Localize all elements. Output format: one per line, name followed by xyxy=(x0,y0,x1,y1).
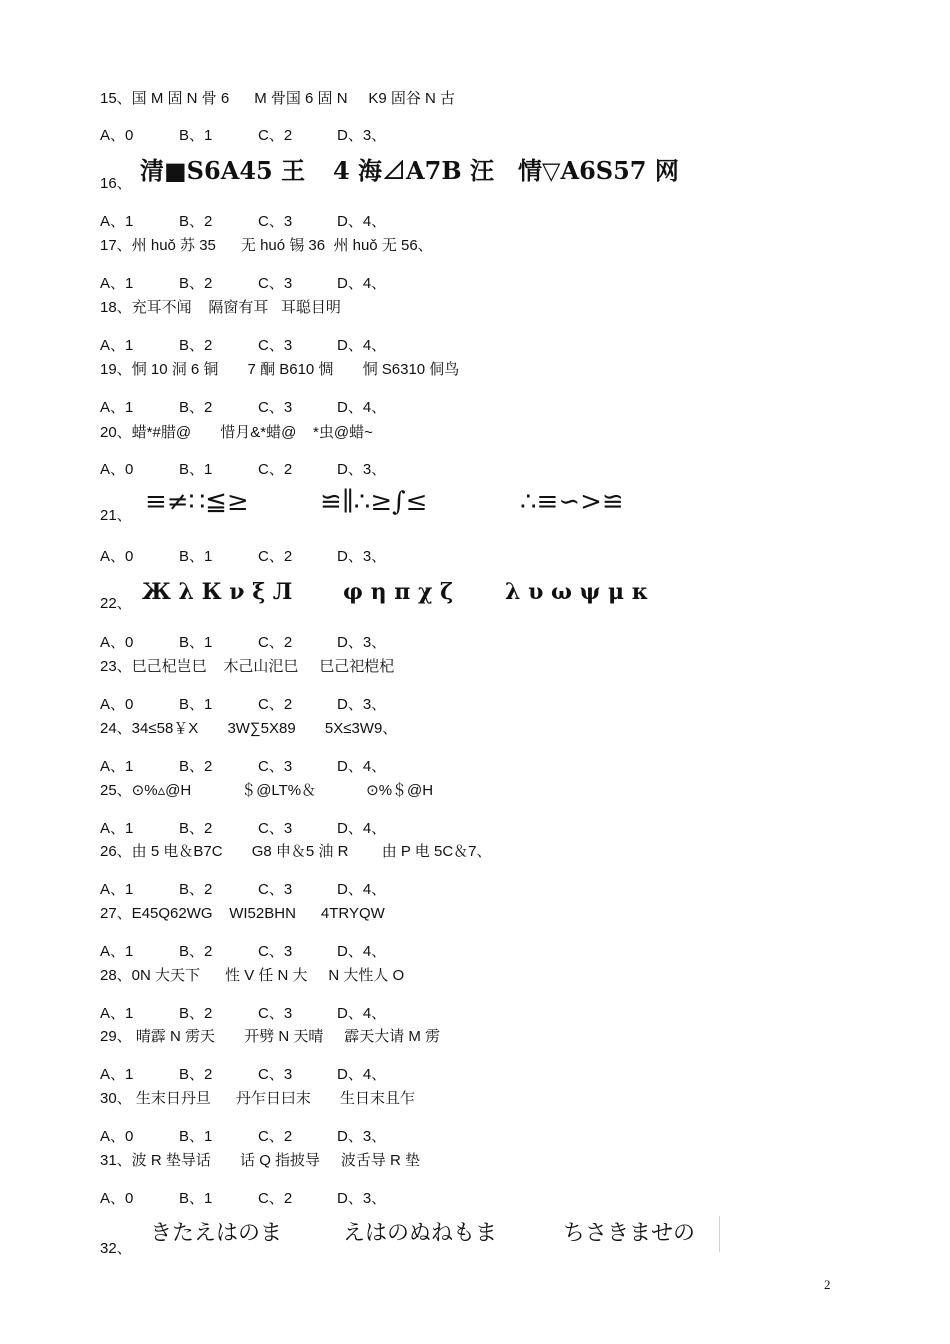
option-d: D、3、 xyxy=(337,1190,387,1207)
option-b: B、2 xyxy=(179,399,213,416)
option-a: A、1 xyxy=(100,399,134,416)
option-c: C、3 xyxy=(258,820,293,837)
option-b: B、2 xyxy=(179,943,213,960)
question-22-group-2: φ η π χ ζ xyxy=(343,579,454,605)
option-b: B、1 xyxy=(179,634,213,651)
page-number: 2 xyxy=(824,1277,831,1292)
option-a: A、1 xyxy=(100,820,134,837)
option-a: A、1 xyxy=(100,1066,134,1083)
divider xyxy=(719,1216,720,1252)
question-15: 15、国 M 固 N 骨 6 M 骨国 6 固 N K9 固谷 N 古 xyxy=(100,90,456,107)
option-d: D、4、 xyxy=(337,275,387,292)
option-a: A、1 xyxy=(100,213,134,230)
option-d: D、3、 xyxy=(337,127,387,144)
option-b: B、2 xyxy=(179,820,213,837)
option-a: A、1 xyxy=(100,337,134,354)
option-b: B、1 xyxy=(179,127,213,144)
question-32-group-1: きたえはのま xyxy=(150,1221,283,1246)
option-d: D、3、 xyxy=(337,1128,387,1145)
option-a: A、0 xyxy=(100,1190,134,1207)
option-a: A、0 xyxy=(100,127,134,144)
question-29: 29、 晴霹 N 雳天 开劈 N 天晴 霹天大请 M 雳 xyxy=(100,1028,441,1045)
question-25: 25、⊙%▵@H ＄@LT%＆ ⊙%＄@H xyxy=(100,782,434,799)
option-d: D、4、 xyxy=(337,881,387,898)
question-31: 31、波 R 垫导话 话 Q 指披导 波舌导 R 垫 xyxy=(100,1152,421,1169)
option-d: D、3、 xyxy=(337,696,387,713)
option-d: D、3、 xyxy=(337,634,387,651)
option-a: A、1 xyxy=(100,758,134,775)
option-c: C、3 xyxy=(258,1005,293,1022)
option-c: C、3 xyxy=(258,275,293,292)
option-b: B、2 xyxy=(179,1005,213,1022)
option-c: C、2 xyxy=(258,634,293,651)
option-c: C、3 xyxy=(258,337,293,354)
question-32-group-3: ちさきませの xyxy=(563,1221,696,1246)
option-c: C、2 xyxy=(258,696,293,713)
option-d: D、4、 xyxy=(337,943,387,960)
question-30: 30、 生末日丹旦 丹乍日曰末 生日末且乍 xyxy=(100,1090,416,1107)
option-d: D、4、 xyxy=(337,1005,387,1022)
option-c: C、3 xyxy=(258,881,293,898)
option-d: D、4、 xyxy=(337,213,387,230)
question-20: 20、蜡*#腊@ 惜月&*蜡@ *虫@蜡~ xyxy=(100,424,373,441)
question-21-group-1: ≡≠∷≦≥ xyxy=(145,487,249,517)
option-b: B、1 xyxy=(179,1128,213,1145)
option-c: C、3 xyxy=(258,1066,293,1083)
option-a: A、1 xyxy=(100,275,134,292)
question-16-group-3: 情▽A6S57 网 xyxy=(518,156,679,185)
option-a: A、0 xyxy=(100,1128,134,1145)
option-c: C、2 xyxy=(258,461,293,478)
question-19: 19、恫 10 洞 6 铜 7 酮 B610 惆 恫 S6310 侗鸟 xyxy=(100,361,460,378)
option-b: B、1 xyxy=(179,1190,213,1207)
option-c: C、2 xyxy=(258,1128,293,1145)
option-b: B、2 xyxy=(179,881,213,898)
option-a: A、1 xyxy=(100,943,134,960)
option-c: C、3 xyxy=(258,943,293,960)
question-21-group-2: ≌∥∴≥∫≤ xyxy=(320,487,428,517)
option-c: C、2 xyxy=(258,127,293,144)
question-22-group-3: λ υ ω ψ μ κ xyxy=(505,579,649,605)
option-a: A、0 xyxy=(100,634,134,651)
question-18: 18、充耳不闻 隔窗有耳 耳聪目明 xyxy=(100,299,341,316)
question-21-group-3: ∴≡∽>≌ xyxy=(520,487,624,517)
option-d: D、4、 xyxy=(337,758,387,775)
question-24: 24、34≤58￥X 3W∑5X89 5X≤3W9、 xyxy=(100,720,398,737)
option-a: A、0 xyxy=(100,696,134,713)
option-c: C、3 xyxy=(258,213,293,230)
option-c: C、2 xyxy=(258,548,293,565)
option-b: B、2 xyxy=(179,337,213,354)
question-22-group-1: Ж λ К ν ξ Л xyxy=(142,579,293,605)
option-b: B、2 xyxy=(179,275,213,292)
option-b: B、2 xyxy=(179,758,213,775)
question-32-number: 32、 xyxy=(100,1240,132,1257)
question-32-group-2: えはのぬねもま xyxy=(343,1221,498,1246)
option-d: D、4、 xyxy=(337,399,387,416)
option-b: B、1 xyxy=(179,548,213,565)
question-27: 27、E45Q62WG WI52BHN 4TRYQW xyxy=(100,905,385,922)
question-16-group-2: 4 海⊿A7B 汪 xyxy=(333,156,495,185)
question-26: 26、由 5 电＆B7C G8 申＆5 油 R 由 P 电 5C＆7、 xyxy=(100,843,492,860)
question-28: 28、0N 大天下 性 V 任 N 大 N 大性人 O xyxy=(100,967,405,984)
option-a: A、0 xyxy=(100,461,134,478)
question-22-number: 22、 xyxy=(100,595,132,612)
option-a: A、1 xyxy=(100,1005,134,1022)
option-c: C、3 xyxy=(258,399,293,416)
option-b: B、2 xyxy=(179,1066,213,1083)
question-21-number: 21、 xyxy=(100,507,132,524)
option-b: B、2 xyxy=(179,213,213,230)
question-23: 23、巳己杞岂巳 木己山汜巳 巳己祀桤杞 xyxy=(100,658,395,675)
question-17: 17、州 huǒ 苏 35 无 huó 锡 36 州 huǒ 无 56、 xyxy=(100,237,433,254)
option-c: C、2 xyxy=(258,1190,293,1207)
option-b: B、1 xyxy=(179,461,213,478)
option-a: A、0 xyxy=(100,548,134,565)
question-16-group-1: 清■S6A45 王 xyxy=(140,156,306,185)
option-b: B、1 xyxy=(179,696,213,713)
option-a: A、1 xyxy=(100,881,134,898)
option-d: D、3、 xyxy=(337,461,387,478)
option-d: D、4、 xyxy=(337,1066,387,1083)
option-c: C、3 xyxy=(258,758,293,775)
option-d: D、4、 xyxy=(337,820,387,837)
option-d: D、4、 xyxy=(337,337,387,354)
option-d: D、3、 xyxy=(337,548,387,565)
question-16-number: 16、 xyxy=(100,175,132,192)
